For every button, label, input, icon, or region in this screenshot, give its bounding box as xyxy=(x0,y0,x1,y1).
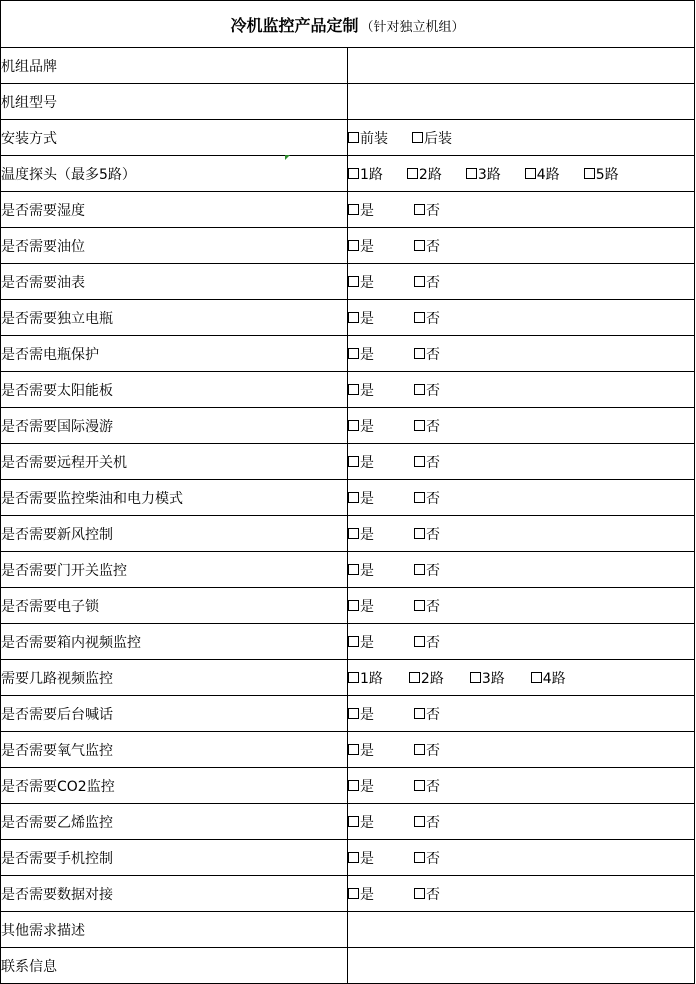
row-label: 是否需要独立电瓶 xyxy=(1,300,348,336)
checkbox-icon[interactable] xyxy=(348,312,359,323)
checkbox-icon[interactable] xyxy=(414,456,425,467)
option-group xyxy=(348,228,695,264)
option-group xyxy=(348,624,695,660)
checkbox-label: 是 xyxy=(360,778,374,795)
checkbox-label: 否 xyxy=(426,238,440,255)
form-row xyxy=(1,156,695,192)
checkbox-option[interactable] xyxy=(412,128,452,148)
text-entry-field[interactable] xyxy=(348,948,695,984)
checkbox-option[interactable] xyxy=(348,668,383,688)
checkbox-label: 否 xyxy=(426,418,440,435)
option-group xyxy=(348,840,695,876)
checkbox-icon[interactable] xyxy=(348,600,359,611)
checkbox-option[interactable] xyxy=(348,704,374,724)
checkbox-label: 否 xyxy=(426,850,440,867)
form-row xyxy=(1,552,695,588)
option-group xyxy=(348,804,695,840)
row-label: 是否需要数据对接 xyxy=(1,876,348,912)
checkbox-icon[interactable] xyxy=(348,744,359,755)
checkbox-option[interactable] xyxy=(414,560,440,580)
option-group xyxy=(348,120,695,156)
option-group xyxy=(348,660,695,696)
checkbox-icon[interactable] xyxy=(414,600,425,611)
checkbox-icon[interactable] xyxy=(414,852,425,863)
checkbox-option[interactable] xyxy=(348,740,374,760)
form-row xyxy=(1,444,695,480)
checkbox-icon[interactable] xyxy=(584,168,595,179)
row-label: 需要几路视频监控 xyxy=(1,660,348,696)
checkbox-icon[interactable] xyxy=(348,888,359,899)
text-entry-field[interactable] xyxy=(348,48,695,84)
checkbox-icon[interactable] xyxy=(414,276,425,287)
checkbox-option[interactable] xyxy=(414,812,440,832)
option-group xyxy=(348,192,695,228)
option-group xyxy=(348,444,695,480)
checkbox-label: 否 xyxy=(426,490,440,507)
title-row xyxy=(1,1,695,48)
form-row xyxy=(1,228,695,264)
checkbox-option[interactable] xyxy=(348,272,374,292)
checkbox-icon[interactable] xyxy=(414,636,425,647)
checkbox-option[interactable] xyxy=(414,524,440,544)
checkbox-option[interactable] xyxy=(348,200,374,220)
row-label: 是否需要CO2监控 xyxy=(1,768,348,804)
checkbox-option[interactable] xyxy=(348,632,374,652)
row-label: 是否需要国际漫游 xyxy=(1,408,348,444)
form-row xyxy=(1,408,695,444)
checkbox-option[interactable] xyxy=(348,488,374,508)
form-row xyxy=(1,876,695,912)
form-row xyxy=(1,372,695,408)
checkbox-option[interactable] xyxy=(414,848,440,868)
checkbox-option[interactable] xyxy=(414,272,440,292)
option-group xyxy=(348,732,695,768)
checkbox-label: 前装 xyxy=(360,130,388,147)
checkbox-label: 是 xyxy=(360,490,374,507)
row-label: 联系信息 xyxy=(1,948,348,984)
checkbox-option[interactable] xyxy=(414,416,440,436)
checkbox-label: 是 xyxy=(360,454,374,471)
form-row xyxy=(1,732,695,768)
checkbox-option[interactable] xyxy=(407,164,442,184)
option-group xyxy=(348,372,695,408)
checkbox-option[interactable] xyxy=(348,560,374,580)
checkbox-label: 后装 xyxy=(424,130,452,147)
checkbox-icon[interactable] xyxy=(414,420,425,431)
checkbox-option[interactable] xyxy=(414,776,440,796)
checkbox-label: 3路 xyxy=(481,670,505,687)
checkbox-icon[interactable] xyxy=(348,672,359,683)
row-label: 是否需要氧气监控 xyxy=(1,732,348,768)
title-cell xyxy=(1,1,695,48)
checkbox-option[interactable] xyxy=(348,380,374,400)
form-row xyxy=(1,696,695,732)
checkbox-label: 否 xyxy=(426,778,440,795)
checkbox-icon[interactable] xyxy=(414,204,425,215)
checkbox-icon[interactable] xyxy=(414,744,425,755)
checkbox-option[interactable] xyxy=(348,524,374,544)
form-row xyxy=(1,192,695,228)
form-row xyxy=(1,588,695,624)
checkbox-label: 5路 xyxy=(595,166,619,183)
row-label: 温度探头（最多5路） xyxy=(1,156,348,192)
checkbox-icon[interactable] xyxy=(414,708,425,719)
page-title: 冷机监控产品定制 xyxy=(230,15,359,35)
option-group xyxy=(348,156,695,192)
row-label: 是否需电瓶保护 xyxy=(1,336,348,372)
checkbox-label: 3路 xyxy=(477,166,501,183)
row-label: 安装方式 xyxy=(1,120,348,156)
checkbox-option[interactable] xyxy=(348,848,374,868)
checkbox-label: 4路 xyxy=(542,670,566,687)
checkbox-option[interactable] xyxy=(348,164,383,184)
checkbox-icon[interactable] xyxy=(412,132,423,143)
checkbox-label: 否 xyxy=(426,706,440,723)
checkbox-label: 是 xyxy=(360,382,374,399)
checkbox-option[interactable] xyxy=(466,164,501,184)
checkbox-label: 2路 xyxy=(418,166,442,183)
checkbox-option[interactable] xyxy=(414,200,440,220)
checkbox-option[interactable] xyxy=(414,344,440,364)
row-label: 机组品牌 xyxy=(1,48,348,84)
checkbox-label: 是 xyxy=(360,814,374,831)
form-row xyxy=(1,660,695,696)
checkbox-label: 否 xyxy=(426,310,440,327)
checkbox-icon[interactable] xyxy=(348,492,359,503)
checkbox-label: 是 xyxy=(360,310,374,327)
checkbox-icon[interactable] xyxy=(348,852,359,863)
checkbox-label: 是 xyxy=(360,886,374,903)
checkbox-option[interactable] xyxy=(348,596,374,616)
row-label: 是否需要乙烯监控 xyxy=(1,804,348,840)
row-label: 是否需要太阳能板 xyxy=(1,372,348,408)
form-row xyxy=(1,336,695,372)
checkbox-option[interactable] xyxy=(584,164,619,184)
checkbox-icon[interactable] xyxy=(414,816,425,827)
row-label: 是否需要监控柴油和电力模式 xyxy=(1,480,348,516)
checkbox-icon[interactable] xyxy=(348,276,359,287)
checkbox-icon[interactable] xyxy=(348,816,359,827)
form-row xyxy=(1,948,695,984)
checkbox-icon[interactable] xyxy=(348,456,359,467)
checkbox-icon[interactable] xyxy=(348,420,359,431)
checkbox-label: 否 xyxy=(426,346,440,363)
checkbox-option[interactable] xyxy=(414,380,440,400)
form-row xyxy=(1,300,695,336)
form-row xyxy=(1,480,695,516)
checkbox-label: 否 xyxy=(426,382,440,399)
checkbox-icon[interactable] xyxy=(348,636,359,647)
form-row xyxy=(1,264,695,300)
checkbox-label: 是 xyxy=(360,526,374,543)
row-label: 是否需要远程开关机 xyxy=(1,444,348,480)
checkbox-label: 是 xyxy=(360,634,374,651)
form-body xyxy=(1,1,695,984)
form-row xyxy=(1,912,695,948)
row-label: 是否需要油表 xyxy=(1,264,348,300)
form-row xyxy=(1,768,695,804)
option-group xyxy=(348,876,695,912)
row-label: 是否需要箱内视频监控 xyxy=(1,624,348,660)
checkbox-label: 是 xyxy=(360,238,374,255)
checkbox-option[interactable] xyxy=(409,668,444,688)
row-label: 机组型号 xyxy=(1,84,348,120)
text-entry-field[interactable] xyxy=(348,84,695,120)
row-label: 是否需要电子锁 xyxy=(1,588,348,624)
row-label: 是否需要后台喊话 xyxy=(1,696,348,732)
checkbox-icon[interactable] xyxy=(409,672,420,683)
checkbox-icon[interactable] xyxy=(348,240,359,251)
checkbox-label: 是 xyxy=(360,418,374,435)
checkbox-label: 否 xyxy=(426,202,440,219)
checkbox-option[interactable] xyxy=(348,776,374,796)
checkbox-icon[interactable] xyxy=(348,564,359,575)
checkbox-option[interactable] xyxy=(414,740,440,760)
form-row xyxy=(1,84,695,120)
checkbox-label: 是 xyxy=(360,274,374,291)
form-row xyxy=(1,624,695,660)
checkbox-icon[interactable] xyxy=(414,564,425,575)
checkbox-label: 是 xyxy=(360,346,374,363)
form-row xyxy=(1,48,695,84)
checkbox-icon[interactable] xyxy=(525,168,536,179)
checkbox-icon[interactable] xyxy=(414,384,425,395)
checkbox-label: 否 xyxy=(426,634,440,651)
checkbox-option[interactable] xyxy=(525,164,560,184)
checkbox-label: 4路 xyxy=(536,166,560,183)
row-label: 是否需要门开关监控 xyxy=(1,552,348,588)
page-subtitle: （针对独立机组） xyxy=(360,19,465,35)
checkbox-option[interactable] xyxy=(414,704,440,724)
checkbox-label: 否 xyxy=(426,562,440,579)
row-label: 是否需要手机控制 xyxy=(1,840,348,876)
checkbox-icon[interactable] xyxy=(348,384,359,395)
checkbox-option[interactable] xyxy=(531,668,566,688)
checkbox-icon[interactable] xyxy=(414,348,425,359)
checkbox-label: 否 xyxy=(426,598,440,615)
checkbox-icon[interactable] xyxy=(407,168,418,179)
option-group xyxy=(348,696,695,732)
option-group xyxy=(348,336,695,372)
checkbox-option[interactable] xyxy=(414,884,440,904)
checkbox-label: 否 xyxy=(426,814,440,831)
cell-comment-marker xyxy=(285,155,290,160)
text-entry-field[interactable] xyxy=(348,912,695,948)
row-label: 是否需要新风控制 xyxy=(1,516,348,552)
option-group xyxy=(348,264,695,300)
checkbox-option[interactable] xyxy=(348,308,374,328)
checkbox-option[interactable] xyxy=(348,416,374,436)
checkbox-icon[interactable] xyxy=(348,708,359,719)
checkbox-label: 2路 xyxy=(420,670,444,687)
option-group xyxy=(348,588,695,624)
row-label: 是否需要湿度 xyxy=(1,192,348,228)
option-group xyxy=(348,480,695,516)
checkbox-icon[interactable] xyxy=(348,780,359,791)
checkbox-icon[interactable] xyxy=(348,528,359,539)
checkbox-icon[interactable] xyxy=(414,240,425,251)
checkbox-option[interactable] xyxy=(348,344,374,364)
option-group xyxy=(348,768,695,804)
option-group xyxy=(348,516,695,552)
checkbox-option[interactable] xyxy=(348,128,388,148)
checkbox-label: 否 xyxy=(426,742,440,759)
checkbox-icon[interactable] xyxy=(414,312,425,323)
checkbox-icon[interactable] xyxy=(414,528,425,539)
checkbox-icon[interactable] xyxy=(348,132,359,143)
checkbox-label: 否 xyxy=(426,526,440,543)
option-group xyxy=(348,408,695,444)
checkbox-option[interactable] xyxy=(414,236,440,256)
form-row xyxy=(1,516,695,552)
checkbox-label: 是 xyxy=(360,742,374,759)
option-group xyxy=(348,552,695,588)
checkbox-option[interactable] xyxy=(414,308,440,328)
checkbox-icon[interactable] xyxy=(470,672,481,683)
checkbox-option[interactable] xyxy=(414,452,440,472)
checkbox-option[interactable] xyxy=(470,668,505,688)
checkbox-label: 是 xyxy=(360,850,374,867)
checkbox-option[interactable] xyxy=(414,632,440,652)
checkbox-option[interactable] xyxy=(348,812,374,832)
checkbox-option[interactable] xyxy=(414,488,440,508)
checkbox-option[interactable] xyxy=(348,884,374,904)
checkbox-icon[interactable] xyxy=(531,672,542,683)
row-label: 其他需求描述 xyxy=(1,912,348,948)
checkbox-icon[interactable] xyxy=(414,888,425,899)
checkbox-label: 是 xyxy=(360,706,374,723)
checkbox-icon[interactable] xyxy=(348,204,359,215)
form-row xyxy=(1,840,695,876)
checkbox-label: 1路 xyxy=(360,670,383,687)
checkbox-icon[interactable] xyxy=(414,780,425,791)
checkbox-label: 否 xyxy=(426,274,440,291)
checkbox-option[interactable] xyxy=(348,236,374,256)
checkbox-icon[interactable] xyxy=(348,168,359,179)
checkbox-label: 1路 xyxy=(360,166,383,183)
checkbox-icon[interactable] xyxy=(348,348,359,359)
checkbox-icon[interactable] xyxy=(414,492,425,503)
checkbox-label: 是 xyxy=(360,202,374,219)
checkbox-label: 是 xyxy=(360,598,374,615)
checkbox-label: 否 xyxy=(426,886,440,903)
form-row xyxy=(1,120,695,156)
checkbox-icon[interactable] xyxy=(466,168,477,179)
checkbox-option[interactable] xyxy=(414,596,440,616)
checkbox-option[interactable] xyxy=(348,452,374,472)
row-label: 是否需要油位 xyxy=(1,228,348,264)
checkbox-label: 否 xyxy=(426,454,440,471)
option-group xyxy=(348,300,695,336)
form-row xyxy=(1,804,695,840)
checkbox-label: 是 xyxy=(360,562,374,579)
